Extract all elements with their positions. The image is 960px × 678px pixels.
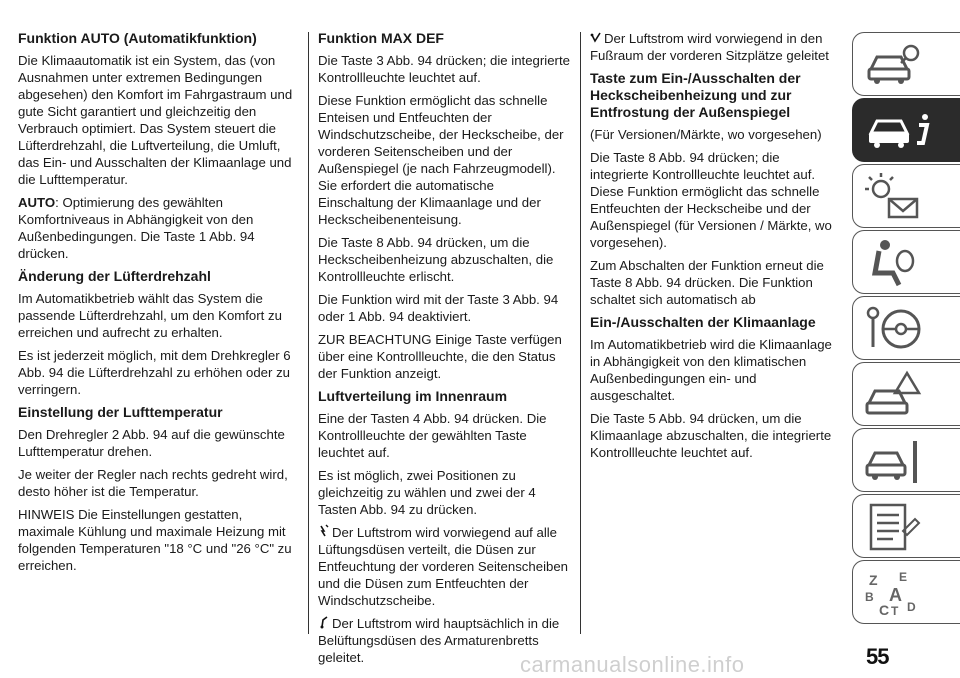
paragraph: Zum Abschalten der Funktion erneut die Taste 8 Abb. 94 drücken. Die Funktion schaltet sich automatisch ab [590,258,824,307]
paragraph: Die Taste 5 Abb. 94 drücken, um die Klimaanlage abzuschalten, die integrierte Kontrollleuchte leuchtet auf. [590,411,832,460]
airbag-seat-icon [863,237,923,291]
heading-auto-function: Funktion AUTO (Automatikfunktion) [18,30,257,46]
car-warning-triangle-icon [863,369,923,423]
paragraph: Im Automatikbetrieb wählt das System die passende Lüfterdrehzahl, um den Komfort zu erreichen und aufrecht zu erhalten. [18,291,282,340]
paragraph: Der Luftstrom wird vorwiegend in den Fußraum der vorderen Sitzplätze geleitet [590,31,829,63]
paragraph: Der Luftstrom wird hauptsächlich in die Belüftungsdüsen des Armaturenbretts geleitet. [318,616,560,665]
paragraph: Die Taste 8 Abb. 94 drücken, um die Heckscheibenheizung abzuschalten, die Kontrollleuchte erlischt. [318,235,554,284]
heading-air-temperature: Einstellung der Lufttemperatur [18,404,223,420]
paragraph: Die Taste 8 Abb. 94 drücken; die integrierte Kontrollleuchte leuchtet auf. Diese Funktion ermöglicht das schnelle Entfeuchten der Heckscheibe und der Außenspiegel (für Versionen / Märkte, wo vorgesehen). [590,150,832,250]
tab-getting-to-know[interactable] [852,98,960,162]
paragraph: Der Luftstrom wird vorwiegend auf alle Lüftungsdüsen verteilt, die Düsen zur Entfeuchtung der vorderen Seitenscheiben und die Düsen zum Entfeuchten der Windschutzscheibe. [318,525,569,608]
tab-index[interactable] [852,560,960,624]
svg-text:B: B [865,590,874,604]
document-checklist-icon [863,501,923,555]
tab-technical-data[interactable] [852,494,960,558]
tab-starting-driving[interactable] [852,296,960,360]
paragraph: Die Taste 3 Abb. 94 drücken; die integrierte Kontrollleuchte leuchtet auf. [318,53,570,85]
paragraph: Die Klimaautomatik ist ein System, das (von Ausnahmen unter extremen Bedingungen abgesehen) den Komfort im Fahrgastraum und gute Sicht garantiert und gleichzeitig den Verbrauch optimiert. Das System steuert die Lüfterdrehzahl, die Luftverteilung, die Umluft, das Ein- und Ausschalten der Klimaanlage und die Lufttemperatur. [18,53,293,187]
airflow-all-vents-icon [318,524,330,538]
tab-emergency[interactable] [852,362,960,426]
car-magnifier-icon [863,39,923,89]
paragraph: Eine der Tasten 4 Abb. 94 drücken. Die Kontrollleuchte der gewählten Taste leuchtet auf. [318,411,547,460]
paragraph: Im Automatikbetrieb wird die Klimaanlage in Abhängigkeit von den klimatischen Außenbedingungen ein- und ausgeschaltet. [590,337,832,403]
heading-air-distribution: Luftverteilung im Innenraum [318,388,508,404]
svg-text:Z: Z [869,572,878,588]
heading-air-conditioning: Ein-/Ausschalten der Klimaanlage [590,314,816,330]
tab-safety[interactable] [852,230,960,294]
paragraph: Den Drehregler 2 Abb. 94 auf die gewünschte Lufttemperatur drehen. [18,427,285,459]
paragraph: Je weiter der Regler nach rechts gedreht wird, desto höher ist die Temperatur. [18,467,288,499]
paragraph: Die Funktion wird mit der Taste 3 Abb. 94 oder 1 Abb. 94 deaktiviert. [318,292,559,324]
heading-rear-window-heating: Taste zum Ein-/Ausschalten der Heckscheibenheizung und zur Entfrostung der Außenspiegel [590,70,801,120]
paragraph: ZUR BEACHTUNG Einige Taste verfügen über eine Kontrollleuchte, die den Status der Funktion anzeigt. [318,332,562,381]
page-number: 55 [866,644,889,669]
svg-text:D: D [907,600,916,614]
paragraph: Es ist jederzeit möglich, mit dem Drehkregler 6 Abb. 94 die Lüfterdrehzahl zu erhöhen oder zu verringern. [18,348,291,397]
svg-text:A: A [889,585,902,605]
heading-fan-speed: Änderung der Lüfterdrehzahl [18,268,211,284]
paragraph: (Für Versionen/Märkte, wo vorgesehen) [590,127,822,142]
paragraph: Diese Funktion ermöglicht das schnelle Enteisen und Entfeuchten der Windschutzscheibe, der Heckscheibe, der vorderen Seitenscheiben und der Außenspiegel (je nach Fahrzeugmodell). Sie erfordert die automatische Einschaltung der Klimaanlage und der Heckscheibenenteisung. [318,93,564,227]
tab-maintenance[interactable] [852,428,960,492]
column-1 [18,30,296,580]
paragraph: HINWEIS Die Einstellungen gestatten, maximale Kühlung und maximale Heizung mit folgenden Temperaturen "18 °C und "26 °C" zu erreichen. [18,507,292,573]
column-divider-2 [580,32,581,634]
column-divider-1 [308,32,309,634]
watermark: carmanualsonline.info [520,652,745,677]
tab-vehicle-overview[interactable] [852,32,960,96]
paragraph: AUTO: Optimierung des gewählten Komfortniveaus in Abhängigkeit von den Außenbedingungen. Die Taste 1 Abb. 94 drücken. [18,195,255,261]
tab-warning-lights[interactable] [852,164,960,228]
paragraph: Es ist möglich, zwei Positionen zu gleichzeitig zu wählen und zwei der 4 Tasten Abb. 94 zu drücken. [318,468,536,517]
alphabet-index-icon [863,567,923,621]
column-3 [590,30,840,467]
car-wrench-icon [863,435,923,489]
keyword-auto: AUTO [18,195,56,210]
svg-text:E: E [899,570,908,584]
svg-text:T: T [891,604,899,618]
car-info-icon [863,105,953,155]
heading-max-def: Funktion MAX DEF [318,30,444,46]
airflow-dashboard-icon [318,615,330,629]
column-2 [318,30,573,672]
svg-text:C: C [879,602,890,618]
airflow-footwell-icon [590,30,602,44]
warning-light-envelope-icon [863,171,923,225]
key-steering-wheel-icon [863,303,923,357]
